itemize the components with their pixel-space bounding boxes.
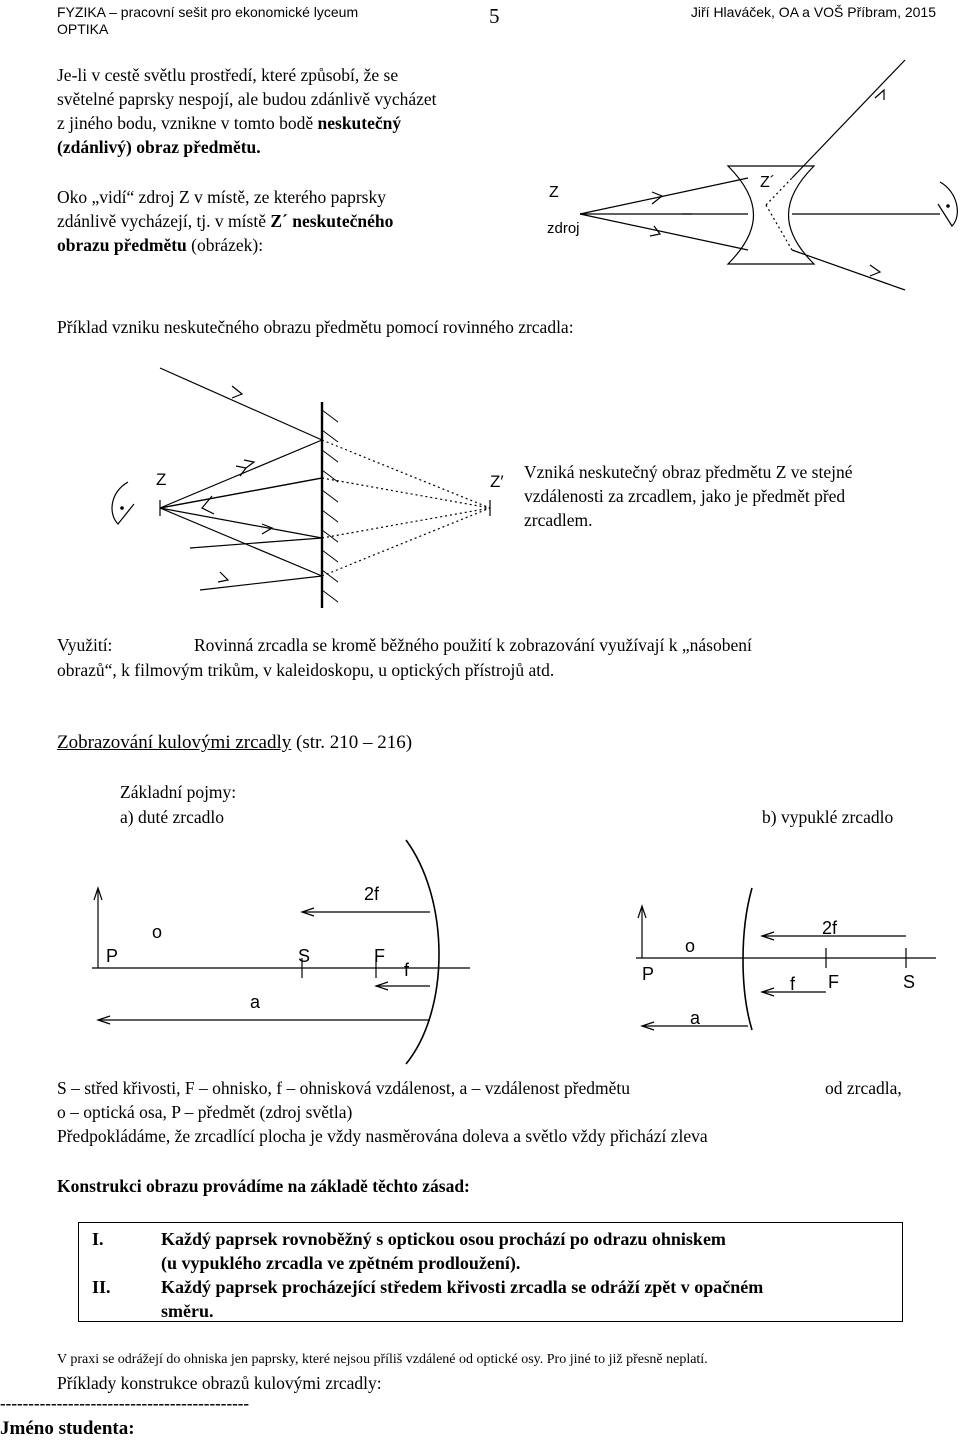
page-number: 5 [489,4,500,28]
usage-label: Využití: [57,635,113,655]
small-note: V praxi se odrážejí do ohniska jen paprsky, které nejsou příliš vzdálené od optické osy. Pro jiné to již přesně neplatí. [57,1352,708,1367]
legend-line-2: o – optická osa, P – předmět (zdroj světla) [57,1102,353,1122]
spherical-heading: Zobrazování kulovými zrcadly (str. 210 – 216) [57,732,413,753]
rule-2-number: II. [92,1277,111,1297]
rules-box [78,1222,903,1322]
convex-mirror-arc [743,888,752,1030]
header-title: FYZIKA – pracovní sešit pro ekonomické lyceum [57,4,359,20]
convex-label-2f: 2f [822,918,838,938]
convex-label-o: o [685,936,696,956]
concave-label-2f: 2f [364,884,380,904]
rule-1-line-2: (u vypuklého zrcadla ve zpětném prodloužení). [161,1253,521,1273]
lens-label-z: Z [549,184,559,201]
legend-line-1-end: od zrcadla, [825,1078,902,1098]
ray [792,250,905,290]
mirror-label-z-prime: Z′ [490,472,504,491]
convex-label-f-point: F [828,972,839,992]
construction-heading: Konstrukci obrazu provádíme na základě těchto zásad: [57,1176,470,1196]
lens-label-source: zdroj [547,220,580,237]
concave-mirror-arc [406,840,439,1064]
basics-label: Základní pojmy: [120,782,237,802]
concave-label-o: o [152,922,163,942]
rule-2-line-1: Každý paprsek procházející středem křivosti zrcadla se odráží zpět v opačném [161,1277,764,1297]
convex-label-a: a [690,1008,701,1028]
usage-line-2: obrazů“, k filmovým trikům, v kaleidoskopu, u optických přístrojů atd. [57,660,555,680]
legend-line-1: S – střed křivosti, F – ohnisko, f – ohnisková vzdálenost, a – vzdálenost předmětu [57,1078,631,1098]
examples-label: Příklady konstrukce obrazů kulovými zrcadly: [57,1373,382,1393]
rule-1-line-1: Každý paprsek rovnoběžný s optickou osou prochází po odrazu ohniskem [161,1229,726,1249]
mirror-heading: Příklad vzniku neskutečného obrazu předmětu pomocí rovinného zrcadla: [57,317,574,337]
concave-label-s: S [298,946,311,966]
convex-label: b) vypuklé zrcadlo [762,807,894,827]
convex-label-p: P [642,964,655,984]
concave-label-f-point: F [374,946,385,966]
separator-dashes: -------------------------------------------- [0,1394,250,1413]
student-name-label: Jméno studenta: [0,1418,135,1439]
intro-paragraph-2: Oko „vidí“ zdroj Z v místě, ze kterého paprsky zdánlivě vycházejí, tj. v místě Z´ neskutečného obrazu předmětu (obrázek): [57,187,394,255]
convex-label-f-dist: f [790,974,796,994]
legend-line-3: Předpokládáme, že zrcadlící plocha je vždy nasměrována doleva a světlo vždy přichází zleva [57,1126,708,1146]
concave-label: a) duté zrcadlo [120,807,224,827]
mirror-note: Vzniká neskutečný obraz předmětu Z ve stejné vzdálenosti za zrcadlem, jako je předmět před zrcadlem. [524,462,853,530]
ray [580,214,748,250]
eye-shape [938,182,957,226]
rule-1-number: I. [92,1229,104,1249]
concave-label-a: a [250,992,261,1012]
usage-line-1: Rovinná zrcadla se kromě běžného použití k zobrazování využívají k „násobení [194,635,752,655]
convex-label-s: S [903,972,916,992]
lens-label-z-prime: Z´ [760,174,776,191]
concave-label-p: P [106,946,119,966]
header-author: Jiří Hlaváček, OA a VOŠ Příbram, 2015 [690,4,936,20]
ray [792,60,905,178]
header-subject: OPTIKA [57,21,109,37]
rule-2-line-2: směru. [161,1301,214,1321]
ray [580,178,748,214]
eye-shape [112,482,134,524]
mirror-label-z: Z [156,470,167,489]
intro-paragraph-1: Je-li v cestě světlu prostředí, které způsobí, že se světelné paprsky nespojí, ale budou zdánlivě vycházet z jiného bodu, vznikne v tomto bodě neskutečný (zdánlivý) obraz předmětu. [57,65,437,157]
concave-label-f-dist: f [404,960,410,980]
